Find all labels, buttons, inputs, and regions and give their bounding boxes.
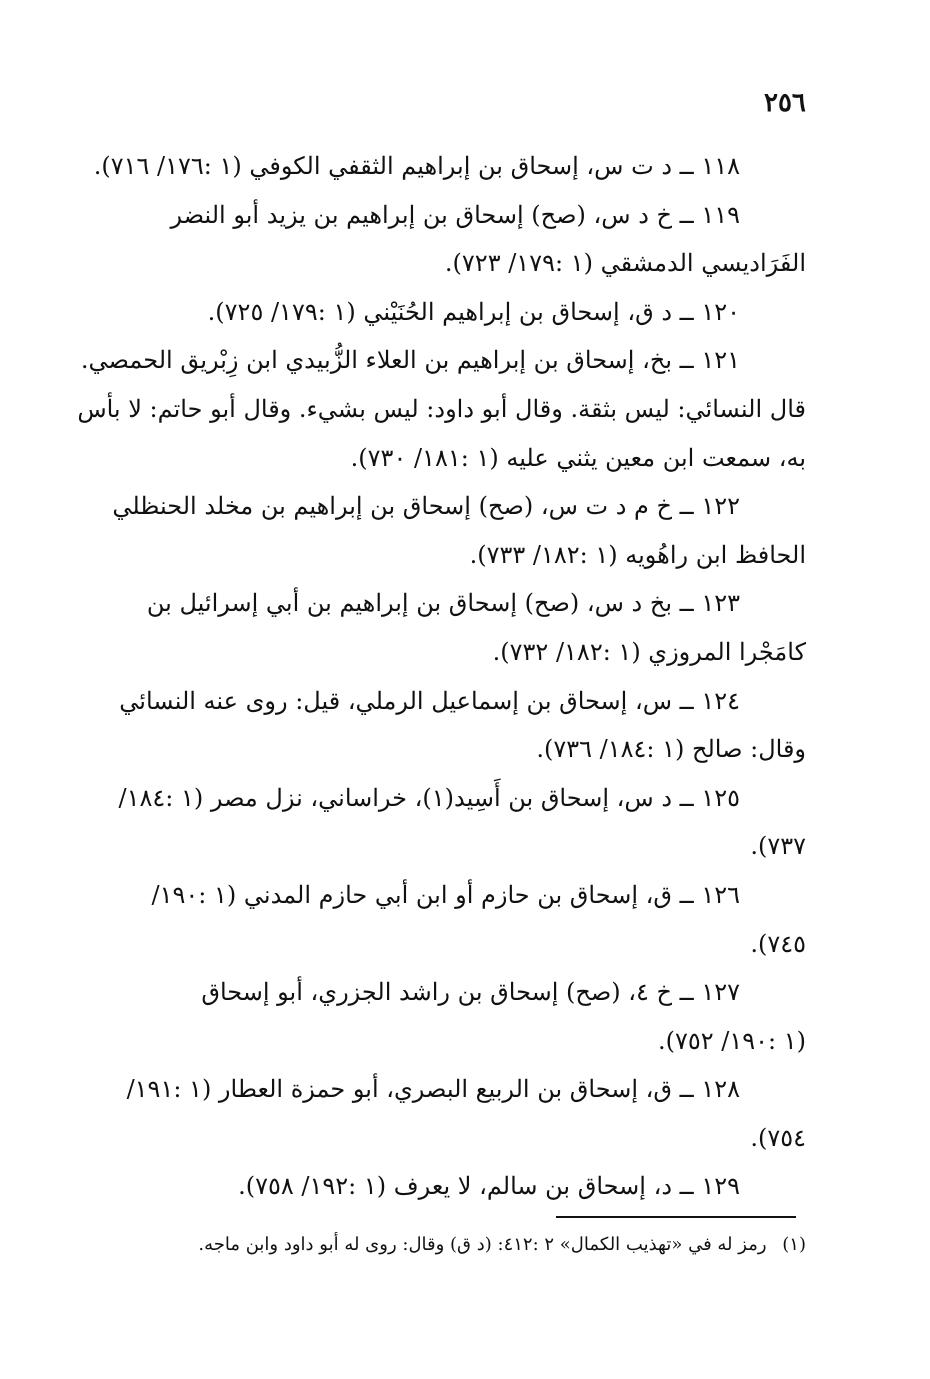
- entry-119: [76, 191, 806, 288]
- footnote-text: رمز له في «تهذيب الكمال» ٢ :٤١٢: (د ق) وقال: روى له أبو داود وابن ماجه.: [198, 1234, 767, 1255]
- entry-128: [76, 1065, 806, 1162]
- entry-line: الحافظ ابن راهُويه (١ :١٨٢/ ٧٣٣).: [469, 540, 806, 569]
- entry-line: ٧٥٤).: [750, 1123, 806, 1152]
- entry-line: ١٢٩ ــ د، إسحاق بن سالم، لا يعرف (١ :١٩٢/ ٧٥٨).: [238, 1172, 740, 1201]
- footnote-divider: [556, 1216, 796, 1218]
- footnote-number: (١): [782, 1234, 806, 1255]
- entry-line: ١١٨ ــ د ت س، إسحاق بن إبراهيم الثقفي الكوفي (١ :١٧٦/ ٧١٦).: [93, 152, 740, 180]
- entry-122: [76, 482, 806, 579]
- entry-line: كامَجْرا المروزي (١ :١٨٢/ ٧٣٢).: [492, 637, 806, 666]
- entry-line: الفَرَاديسي الدمشقي (١ :١٧٩/ ٧٢٣).: [444, 249, 806, 278]
- entry-line: ١٢٤ ــ س، إسحاق بن إسماعيل الرملي، قيل: روى عنه النسائي: [119, 686, 740, 715]
- entry-line: وقال: صالح (١ :١٨٤/ ٧٣٦).: [536, 735, 806, 764]
- entry-line: ٧٤٥).: [750, 929, 806, 958]
- entries-list: [76, 142, 806, 1211]
- entry-line: ١٢٦ ــ ق، إسحاق بن حازم أو ابن أبي حازم المدني (١ :١٩٠/: [151, 880, 740, 909]
- entry-line: ١٢٥ ــ د س، إسحاق بن أَسِيد(١)، خراساني، نزل مصر (١ :١٨٤/: [118, 783, 740, 812]
- entry-line: ١٢٧ ــ خ ٤، (صح) إسحاق بن راشد الجزري، أبو إسحاق: [201, 978, 740, 1007]
- entry-line: ١٢٢ ــ خ م د ت س، (صح) إسحاق بن إبراهيم بن مخلد الحنظلي: [112, 492, 740, 521]
- entry-line: ١١٩ ــ خ د س، (صح) إسحاق بن إبراهيم بن يزيد أبو النضر: [170, 200, 740, 229]
- entry-line: ١٢٨ ــ ق، إسحاق بن الربيع البصري، أبو حمزة العطار (١ :١٩١/: [126, 1075, 740, 1104]
- entry-118: [76, 142, 806, 191]
- entry-129: [76, 1162, 806, 1211]
- entry-126: [76, 871, 806, 968]
- entry-line: (١ :١٩٠/ ٧٥٢).: [657, 1026, 806, 1055]
- entry-line: ١٢١ ــ بخ، إسحاق بن إبراهيم بن العلاء الزُّبيدي ابن زِبْريق الحمصي.: [80, 346, 740, 375]
- entry-121: [76, 336, 806, 482]
- entry-123: [76, 579, 806, 676]
- page-number: ٢٥٦: [764, 88, 806, 118]
- entry-line: ١٢٣ ــ بخ د س، (صح) إسحاق بن إبراهيم بن أبي إسرائيل بن: [146, 589, 740, 618]
- entry-127: [76, 968, 806, 1065]
- entry-note-line: قال النسائي: ليس بثقة. وقال أبو داود: ليس بشيء. وقال أبو حاتم: لا بأس: [77, 394, 806, 423]
- footnote: [76, 1230, 806, 1260]
- entry-note-line: به، سمعت ابن معين يثني عليه (١ :١٨١/ ٧٣٠).: [350, 443, 806, 472]
- entry-124: [76, 677, 806, 774]
- entry-line: ٧٣٧).: [750, 832, 806, 861]
- entry-line: ١٢٠ ــ د ق، إسحاق بن إبراهيم الحُنَيْني (١ :١٧٩/ ٧٢٥).: [207, 297, 740, 326]
- entry-125: [76, 774, 806, 871]
- entry-120: [76, 288, 806, 337]
